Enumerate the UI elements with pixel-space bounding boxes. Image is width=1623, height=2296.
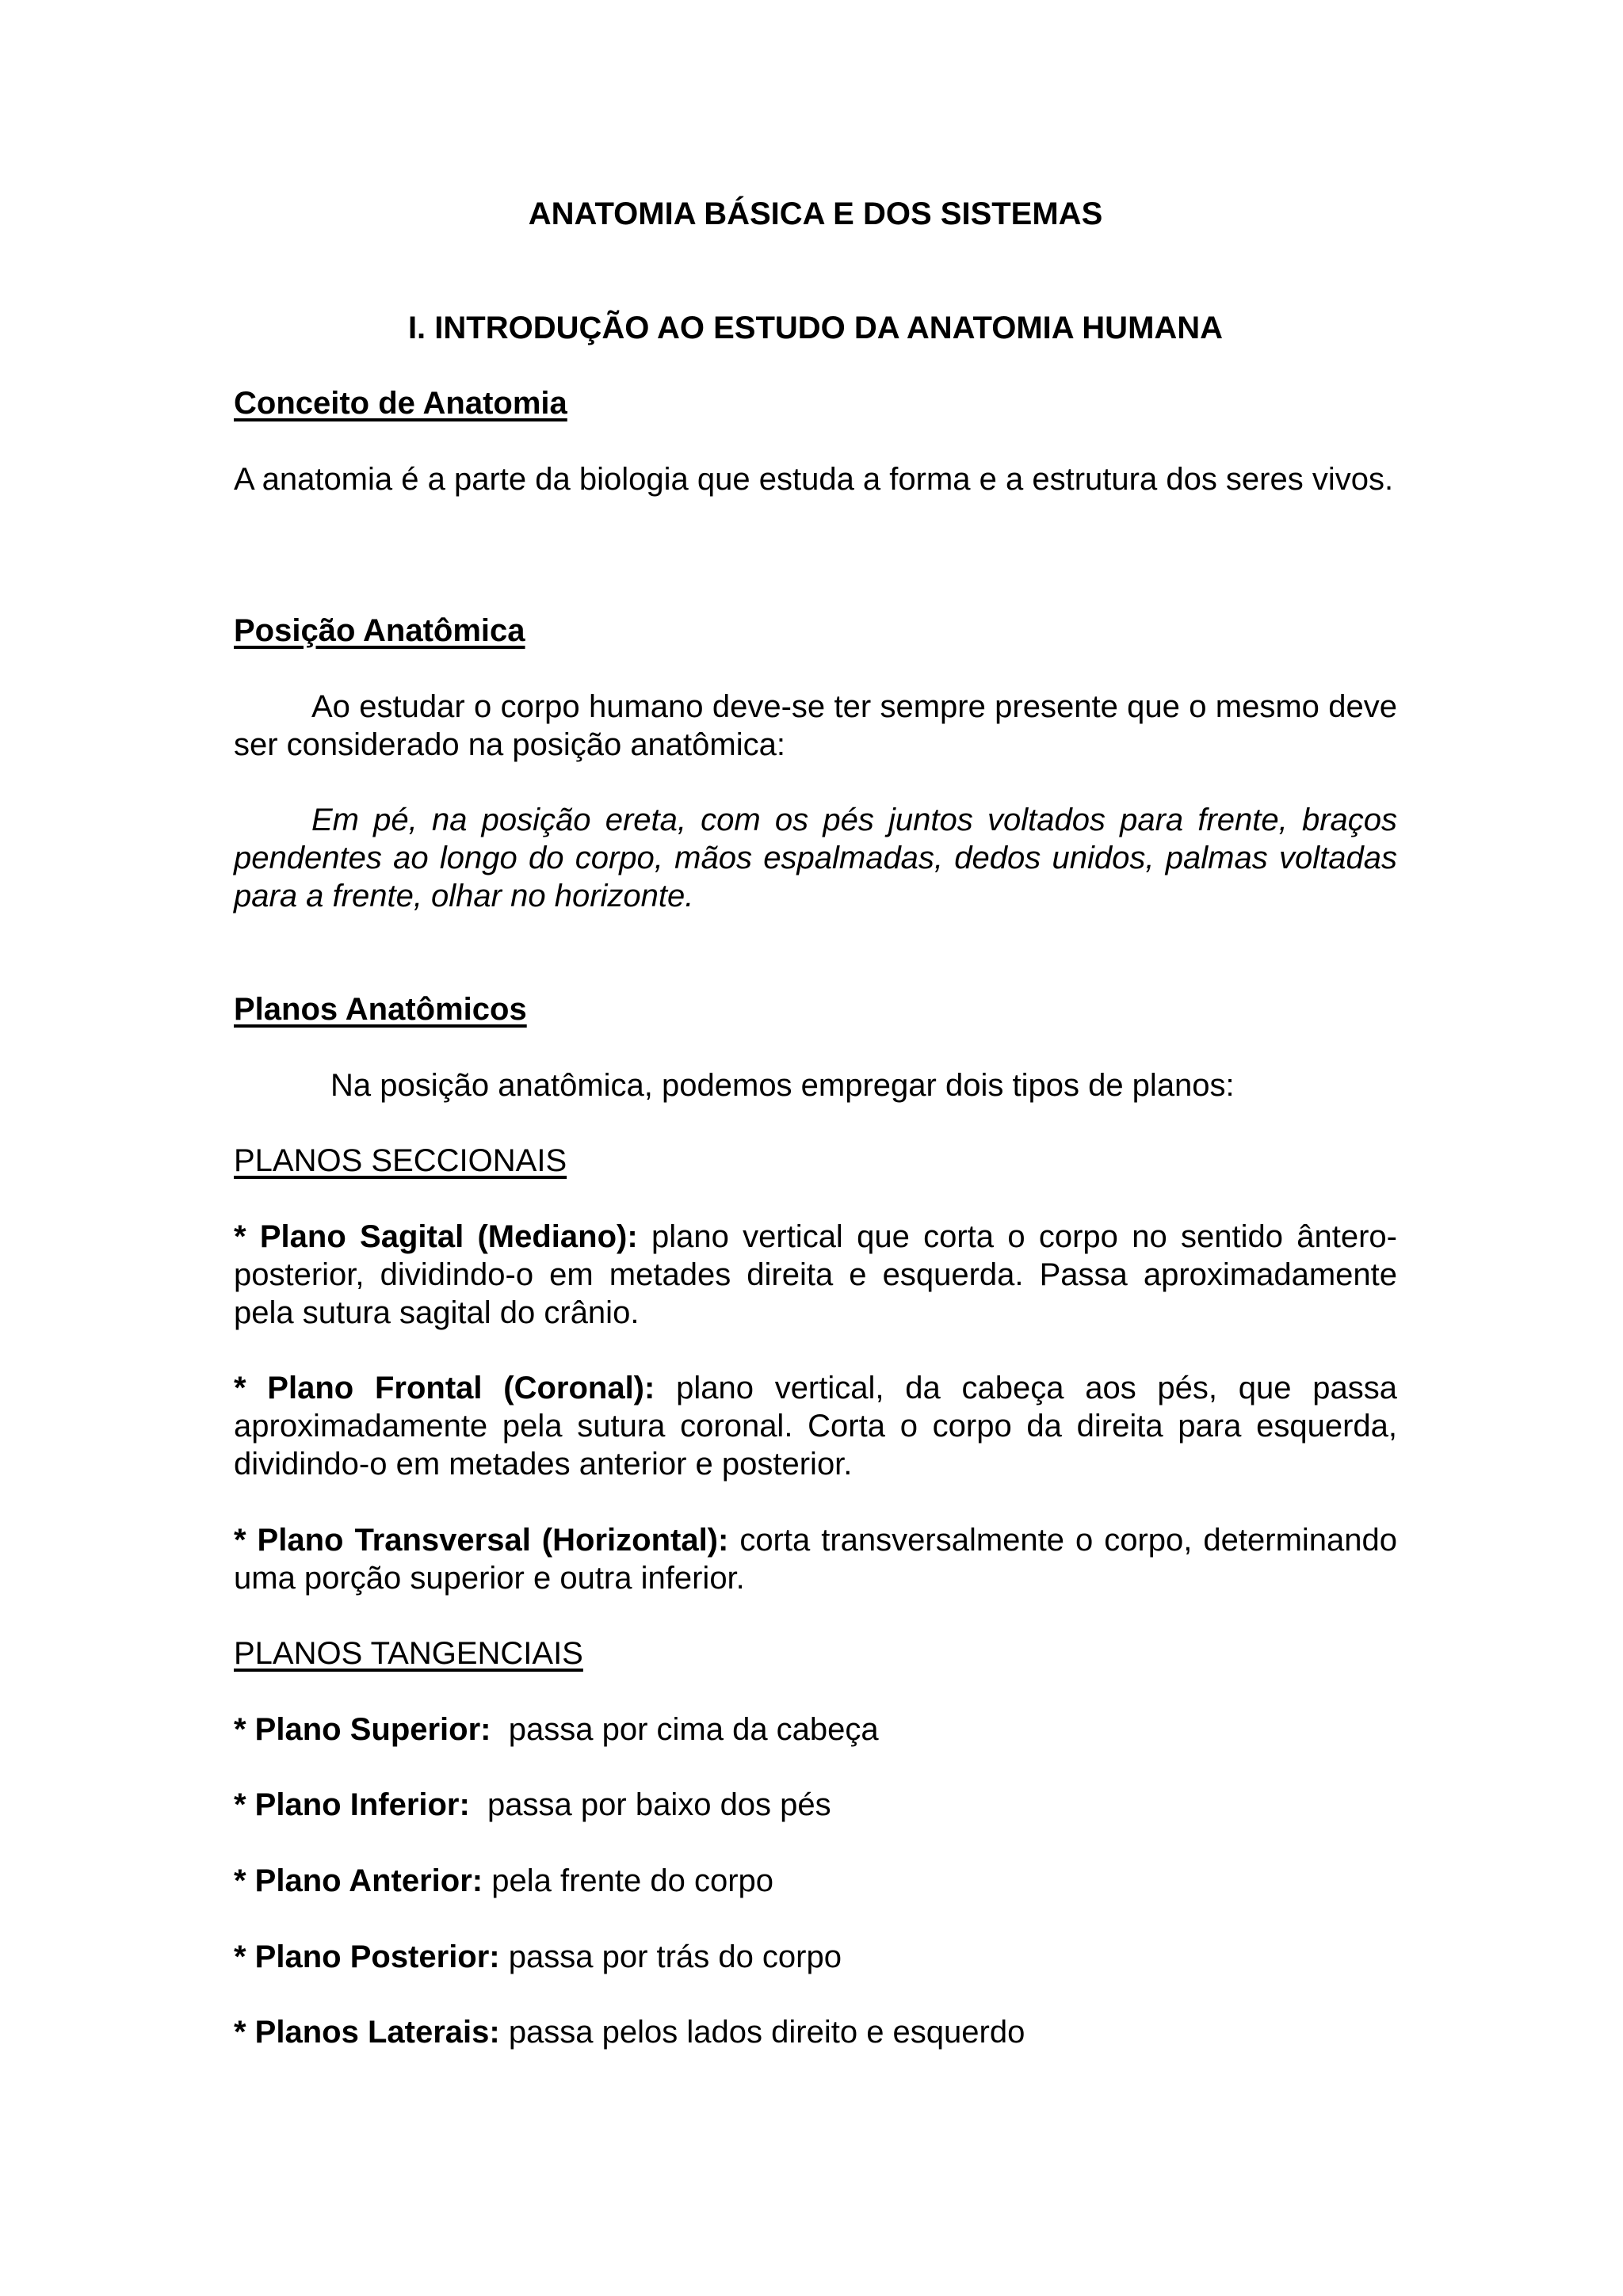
frontal-plane-label: * Plano Frontal (Coronal): xyxy=(234,1371,655,1405)
position-definition: Em pé, na posição ereta, com os pés juntos voltados para frente, braços pendentes ao longo do corpo, mãos espalmadas, dedos unidos, palmas voltadas para a frente, olhar no horizonte. xyxy=(234,803,1397,913)
inferior-plane-label: * Plano Inferior: xyxy=(234,1787,470,1822)
position-intro: Ao estudar o corpo humano deve-se ter sempre presente que o mesmo deve ser considerado na posição anatômica: xyxy=(234,689,1397,762)
tangential-planes-heading: PLANOS TANGENCIAIS xyxy=(234,1636,583,1671)
posterior-plane-item xyxy=(234,1938,1397,1976)
concept-text: A anatomia é a parte da biologia que estuda a forma e a estrutura dos seres vivos. xyxy=(234,462,1394,497)
sagittal-plane-label: * Plano Sagital (Mediano): xyxy=(234,1219,638,1254)
lateral-planes-text: passa pelos lados direito e esquerdo xyxy=(508,2015,1025,2050)
anterior-plane-label: * Plano Anterior: xyxy=(234,1863,483,1898)
lateral-planes-label: * Planos Laterais: xyxy=(234,2015,500,2050)
frontal-plane-text: plano vertical, da cabeça aos pés, que passa aproximadamente pela sutura coronal. Corta o corpo da direita para esquerda, dividindo-o em metades anterior e posterior. xyxy=(234,1371,1398,1482)
anterior-plane-item xyxy=(234,1862,1397,1900)
superior-plane-item xyxy=(234,1711,1397,1749)
position-heading: Posição Anatômica xyxy=(234,613,525,648)
planes-intro: Na posição anatômica, podemos empregar dois tipos de planos: xyxy=(330,1068,1235,1103)
chapter-heading: I. INTRODUÇÃO AO ESTUDO DA ANATOMIA HUMANA xyxy=(407,311,1224,345)
transverse-plane-item xyxy=(234,1521,1397,1597)
sagittal-plane-text: plano vertical que corta o corpo no sentido ântero-posterior, dividindo-o em metades direita e esquerda. Passa aproximadamente pela sutura sagital do crânio. xyxy=(234,1219,1397,1330)
superior-plane-label: * Plano Superior: xyxy=(234,1712,491,1747)
document-title: ANATOMIA BÁSICA E DOS SISTEMAS xyxy=(528,196,1103,231)
transverse-plane-label: * Plano Transversal (Horizontal): xyxy=(234,1523,729,1558)
posterior-plane-label: * Plano Posterior: xyxy=(234,1939,500,1974)
sagittal-plane-item xyxy=(234,1218,1397,1332)
concept-heading: Conceito de Anatomia xyxy=(234,386,567,421)
posterior-plane-text: passa por trás do corpo xyxy=(508,1939,842,1974)
anterior-plane-text: pela frente do corpo xyxy=(491,1863,774,1898)
planes-heading: Planos Anatômicos xyxy=(234,992,527,1027)
sectional-planes-heading: PLANOS SECCIONAIS xyxy=(234,1143,567,1178)
frontal-plane-item xyxy=(234,1369,1397,1483)
inferior-plane-item xyxy=(234,1786,1397,1824)
lateral-planes-item xyxy=(234,2013,1397,2051)
transverse-plane-text: corta transversalmente o corpo, determinando uma porção superior e outra inferior. xyxy=(234,1523,1397,1596)
superior-plane-text: passa por cima da cabeça xyxy=(508,1712,879,1747)
inferior-plane-text: passa por baixo dos pés xyxy=(487,1787,831,1822)
